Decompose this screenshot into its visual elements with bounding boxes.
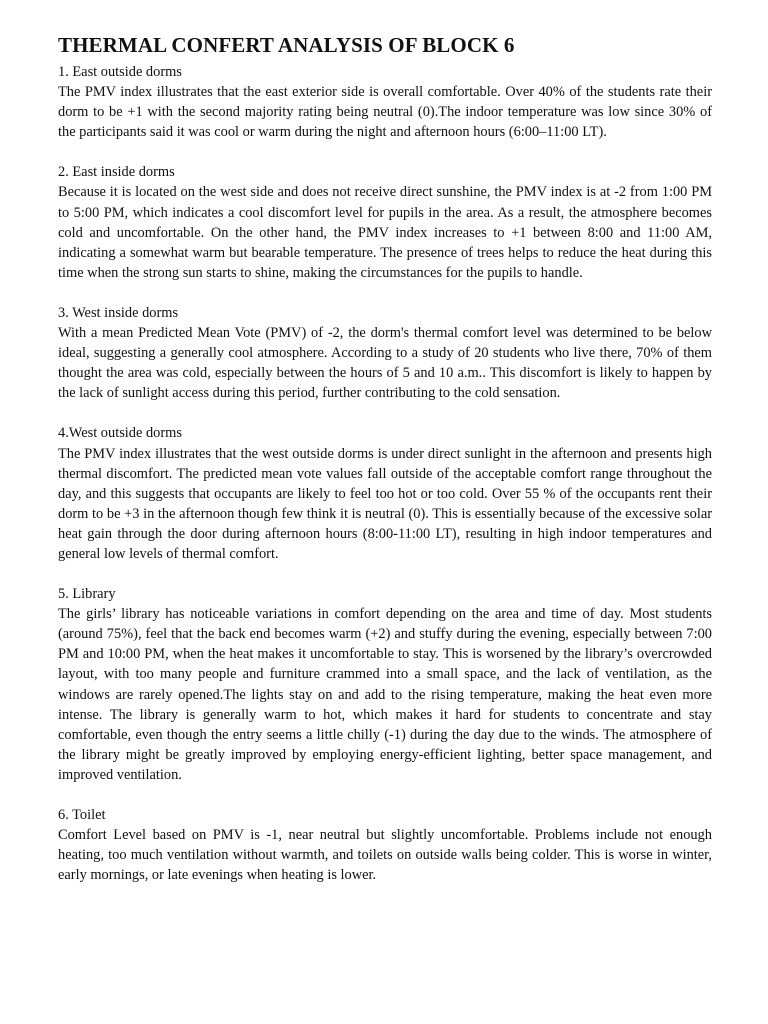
section-west-outside-dorms (58, 423, 712, 564)
section-heading: 5. Library (58, 586, 116, 603)
section-east-outside-dorms (58, 62, 712, 142)
section-body: The PMV index illustrates that the west outside dorms is under direct sunlight in the afternoon and presents high thermal discomfort. The predicted mean vote values fall outside of the acceptable comfort range throughout the day, and this suggests that occupants are likely to feel too hot or too cold. Over 55 % of the occupants rent their dorm to be +3 in the afternoon though few think it is neutral (0). This is essentially because of the excessive solar heat gain through the door during afternoon hours (8:00-11:00 LT), resulting in high indoor temperatures and general low levels of thermal comfort. (58, 445, 712, 562)
section-heading: 3. West inside dorms (58, 304, 179, 321)
document-page (58, 30, 712, 905)
section-east-inside-dorms (58, 162, 712, 283)
section-west-inside-dorms (58, 303, 712, 403)
section-body: Because it is located on the west side and does not receive direct sunshine, the PMV index is at -2 from 1:00 PM to 5:00 PM, which indicates a cool discomfort level for pupils in the area. As a result, the atmosphere becomes cold and uncomfortable. On the other hand, the PMV index increases to +1 between 8:00 and 11:00 AM, indicating a somewhat warm but bearable temperature. The presence of trees helps to reduce the heat during this time when the strong sun starts to shine, making the circumstances for the pupils to handle. (58, 184, 712, 281)
section-body: Comfort Level based on PMV is -1, near neutral but slightly uncomfortable. Problems include not enough heating, too much ventilation without warmth, and toilets on outside walls being colder. This is worse in winter, early mornings, or late evenings when heating is lower. (58, 827, 712, 884)
section-heading: 6. Toilet (58, 807, 106, 823)
section-body: With a mean Predicted Mean Vote (PMV) of -2, the dorm's thermal comfort level was determined to be below ideal, suggesting a generally cool atmosphere. According to a study of 20 students who live there, 70% of them thought the area was cold, especially between the hours of 5 and 10 a.m.. This discomfort is likely to happen by the lack of sunlight access during this period, further contributing to the cold sensation. (58, 325, 712, 402)
section-heading: 1. East outside dorms (58, 64, 182, 80)
section-heading: 4.West outside dorms (58, 425, 182, 442)
section-toilet (58, 805, 712, 885)
section-library (58, 584, 712, 785)
section-heading: 2. East inside dorms (58, 164, 175, 181)
document-title: THERMAL CONFERT ANALYSIS OF BLOCK 6 (58, 33, 515, 57)
section-body: The girls’ library has noticeable variations in comfort depending on the area and time of day. Most students (around 75%), feel that the back end becomes warm (+2) and stuffy during the evening, especially between 7:00 PM and 10:00 PM, when the heat makes it uncomfortable to stay. This is worsened by the library’s overcrowded layout, with too many people and furniture crammed into a small space, and the lack of ventilation, as the windows are rarely opened.The lights stay on and add to the rising temperature, making the heat even more intense. The library is generally warm to hot, which makes it hard for students to concentrate and stay comfortable, even though the entry seems a little chilly (-1) during the day due to the winds. The atmosphere of the library might be greatly improved by employing energy-efficient lighting, better space management, and improved ventilation. (58, 606, 712, 783)
section-body: The PMV index illustrates that the east exterior side is overall comfortable. Over 40% of the students rate their dorm to be +1 with the second majority rating being neutral (0).The indoor temperature was low since 30% of the participants said it was cool or warm during the night and afternoon hours (6:00–11:00 LT). (58, 84, 712, 141)
